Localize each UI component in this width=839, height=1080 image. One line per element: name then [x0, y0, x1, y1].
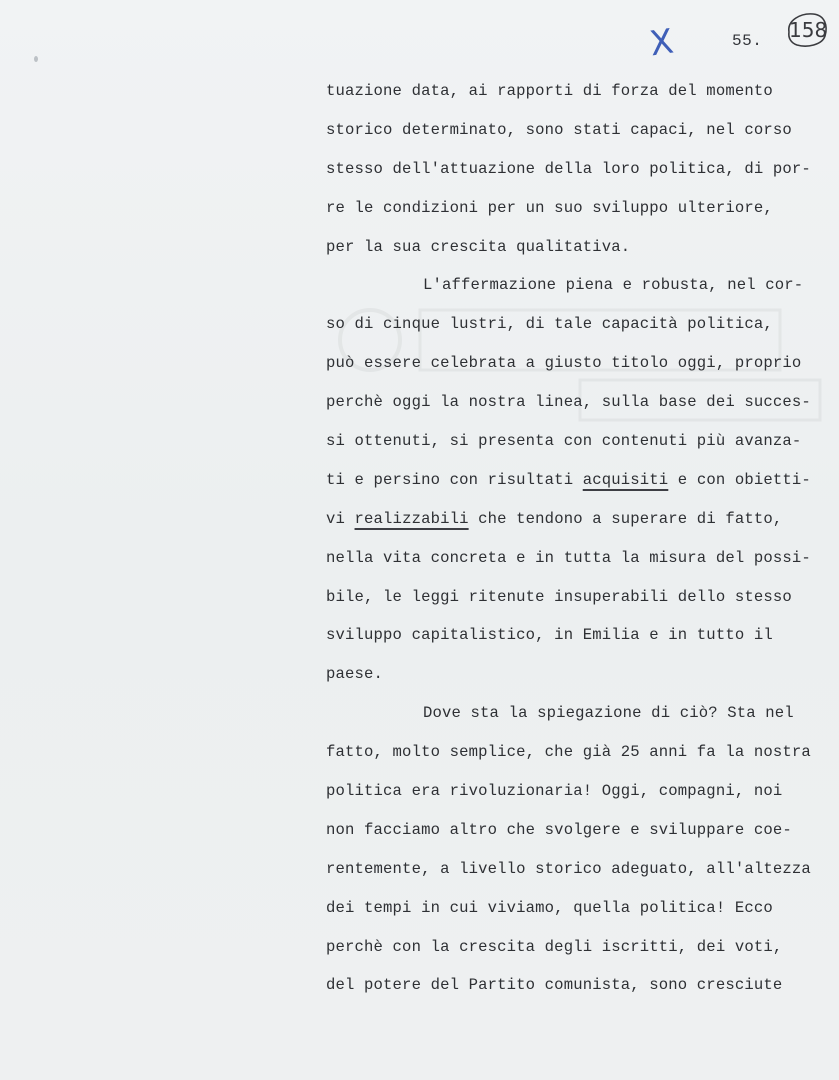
text-line: si ottenuti, si presenta con contenuti più avanza- [326, 432, 802, 451]
text-line: perchè con la crescita degli iscritti, dei voti, [326, 937, 783, 956]
text-line: paese. [326, 665, 384, 684]
text-segment: ti e persino con risultati [326, 470, 583, 489]
text-segment: vi [326, 509, 355, 528]
underlined-word: acquisiti [582, 470, 669, 489]
text-line: stesso dell'attuazione della loro politica, di por- [326, 159, 811, 178]
text-line: per la sua crescita qualitativa. [326, 237, 631, 256]
text-line: può essere celebrata a giusto titolo oggi, proprio [326, 354, 802, 373]
paper-speck [34, 56, 38, 62]
text-line: del potere del Partito comunista, sono cresciute [326, 976, 783, 995]
text-line: re le condizioni per un suo sviluppo ulteriore, [326, 198, 773, 217]
handwritten-x-mark: X [647, 21, 676, 65]
folio-number: 158 [789, 18, 828, 42]
page-number: 55. [732, 32, 763, 50]
text-line: non facciamo altro che svolgere e sviluppare coe- [326, 820, 792, 839]
text-line: storico determinato, sono stati capaci, nel corso [326, 120, 792, 139]
text-segment: che tendono a superare di fatto, [468, 509, 783, 528]
text-segment: e con obietti- [668, 470, 811, 489]
text-line: Dove sta la spiegazione di ciò? Sta nel [423, 704, 794, 723]
text-line [326, 463, 831, 502]
text-line: rentemente, a livello storico adeguato, all'altezza [326, 859, 811, 878]
text-line: L'affermazione piena e robusta, nel cor- [423, 276, 804, 295]
underlined-word: realizzabili [354, 509, 469, 528]
text-line [326, 502, 831, 541]
text-line: fatto, molto semplice, che già 25 anni fa la nostra [326, 743, 811, 762]
text-line: sviluppo capitalistico, in Emilia e in tutto il [326, 626, 773, 645]
archive-folio-stamp [783, 10, 829, 50]
text-line: so di cinque lustri, di tale capacità politica, [326, 315, 773, 334]
text-line: bile, le leggi ritenute insuperabili dello stesso [326, 587, 792, 606]
text-line: tuazione data, ai rapporti di forza del momento [326, 82, 773, 100]
text-line: dei tempi in cui viviamo, quella politica! Ecco [326, 898, 773, 917]
text-line: perchè oggi la nostra linea, sulla base dei succes- [326, 393, 811, 412]
text-line: politica era rivoluzionaria! Oggi, compagni, noi [326, 782, 783, 801]
typewritten-body [326, 74, 831, 1007]
text-line: nella vita concreta e in tutta la misura del possi- [326, 548, 811, 567]
